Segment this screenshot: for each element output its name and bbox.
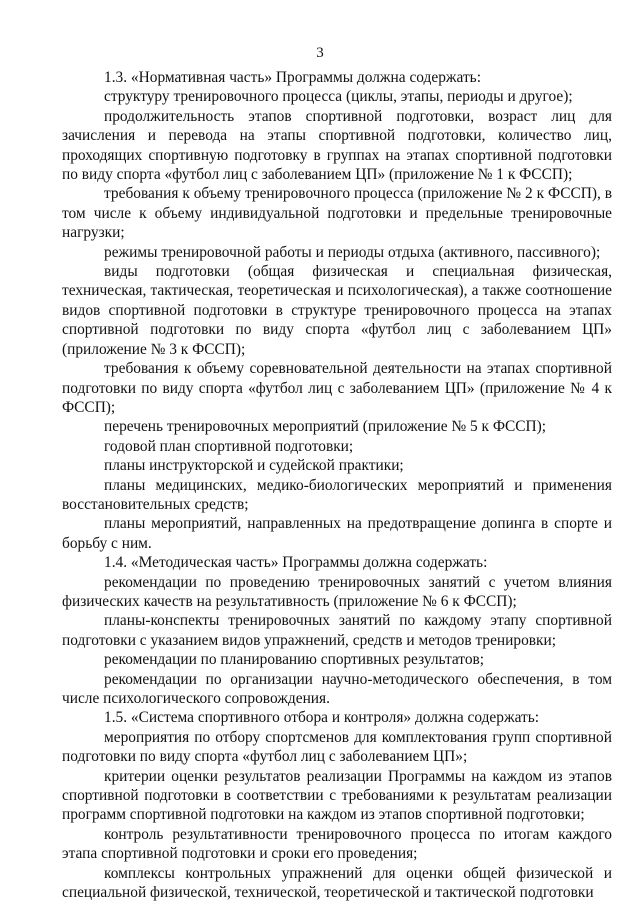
paragraph: критерии оценки результатов реализации Программы на каждом из этапов спортивной подготовки в соответствии с требованиями к результатам реализации программ спортивной подготовки на каждом из этапов спортивной подготовки; bbox=[62, 767, 612, 824]
paragraph: продолжительность этапов спортивной подготовки, возраст лиц для зачисления и перевода на этапы спортивной подготовки, количество лиц, проходящих спортивную подготовку в группах на этапах спортивной подготовки по виду спорта «футбол лиц с заболеванием ЦП» (приложение № 1 к ФССП); bbox=[62, 107, 612, 184]
paragraph: планы инструкторской и судейской практики; bbox=[104, 457, 404, 475]
paragraph: рекомендации по планированию спортивных результатов; bbox=[104, 651, 485, 669]
paragraph-section-1-3-heading: 1.3. «Нормативная часть» Программы должна содержать: bbox=[104, 69, 481, 86]
paragraph: виды подготовки (общая физическая и специальная физическая, техническая, тактическая, теоретическая и психологическая), а также соотношение видов спортивной подготовки в структуре тренировочного процесса на этапах спортивной подготовки по виду спорта «футбол лиц с заболеванием ЦП» (приложение № 3 к ФССП); bbox=[62, 263, 612, 358]
paragraph: рекомендации по проведению тренировочных занятий с учетом влияния физических качеств на результативность (приложение № 6 к ФССП); bbox=[62, 573, 612, 610]
paragraph-section-1-4-heading: 1.4. «Методическая часть» Программы должна содержать: bbox=[104, 554, 488, 572]
paragraph: мероприятия по отбору спортсменов для комплектования групп спортивной подготовки по виду спорта «футбол лиц с заболеванием ЦП»; bbox=[62, 728, 612, 766]
paragraph: рекомендации по организации научно-методического обеспечения, в том числе психологического сопровождения. bbox=[62, 670, 612, 707]
paragraph: структуру тренировочного процесса (циклы, этапы, периоды и другое); bbox=[104, 88, 573, 106]
paragraph: требования к объему тренировочного процесса (приложение № 2 к ФССП), в том числе к объему индивидуальной подготовки и предельные тренировочные нагрузки; bbox=[62, 185, 612, 242]
paragraph: перечень тренировочных мероприятий (приложение № 5 к ФССП); bbox=[104, 418, 547, 436]
paragraph: комплексы контрольных упражнений для оценки общей физической и специальной физической, технической, теоретической и тактической подготовки bbox=[62, 864, 612, 902]
document-body bbox=[62, 68, 612, 902]
paragraph: требования к объему соревновательной деятельности на этапах спортивной подготовки по виду спорта «футбол лиц с заболеванием ЦП» (приложение № 4 к ФССП); bbox=[62, 360, 612, 416]
paragraph: режимы тренировочной работы и периоды отдыха (активного, пассивного); bbox=[104, 243, 601, 261]
paragraph: планы-конспекты тренировочных занятий по каждому этапу спортивной подготовки с указанием видов упражнений, средств и методов тренировки; bbox=[62, 612, 612, 649]
page-number: 3 bbox=[316, 45, 324, 61]
paragraph-section-1-5-heading: 1.5. «Система спортивного отбора и контроля» должна содержать: bbox=[104, 709, 540, 727]
paragraph: годовой план спортивной подготовки; bbox=[104, 437, 354, 455]
paragraph: планы мероприятий, направленных на предотвращение допинга в спорте и борьбу с ним. bbox=[62, 515, 612, 552]
paragraph: контроль результативности тренировочного процесса по итогам каждого этапа спортивной подготовки и сроки его проведения; bbox=[62, 825, 612, 863]
paragraph: планы медицинских, медико-биологических мероприятий и применения восстановительных средств; bbox=[62, 476, 612, 513]
